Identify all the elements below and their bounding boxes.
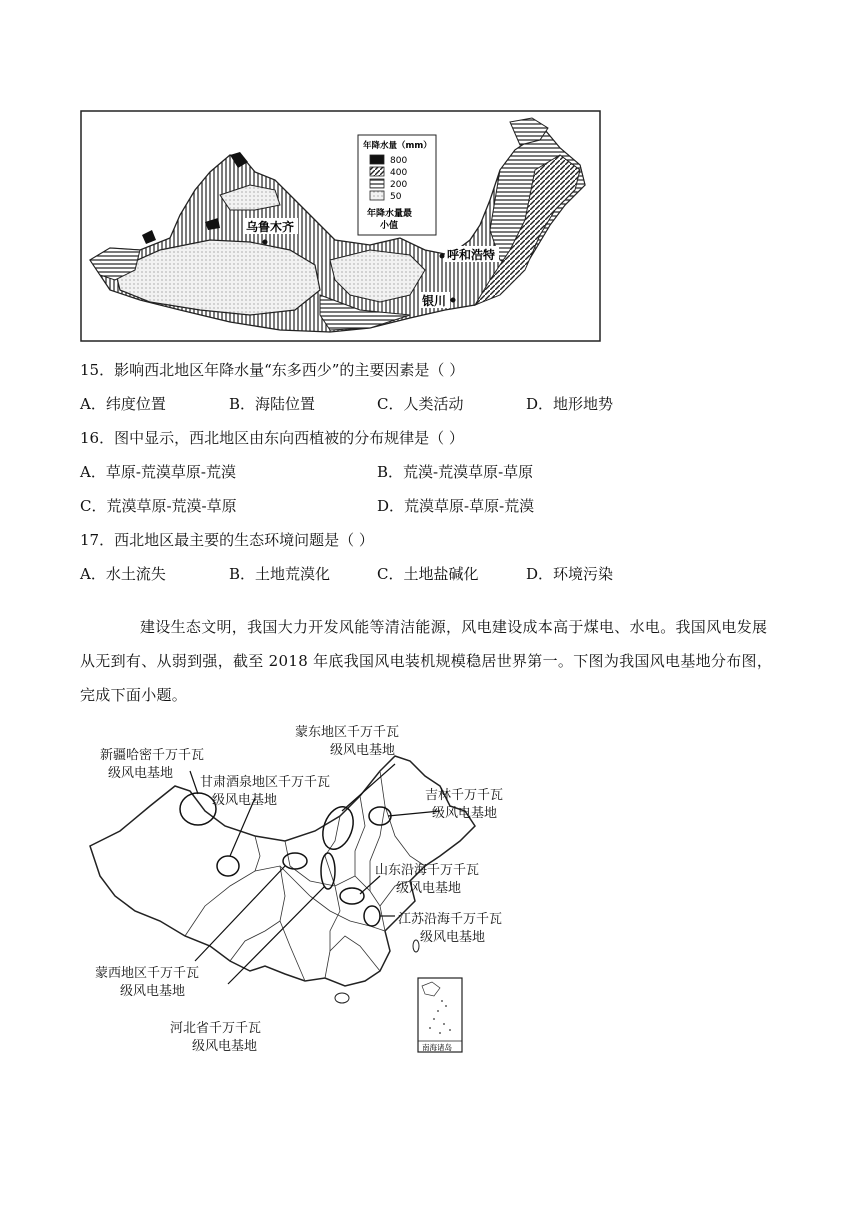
label-hebei-1: 河北省千万千瓦	[170, 1021, 262, 1036]
q15-option-c: C．人类活动	[377, 395, 464, 413]
label-mengxi-2: 级风电基地	[120, 984, 186, 999]
q16-option-d: D．荒漠草原-草原-荒漠	[377, 497, 535, 515]
q16-option-c: C．荒漠草原-荒漠-草原	[80, 497, 237, 515]
q15-option-d: D．地形地势	[526, 395, 614, 413]
label-jiangsu-2: 级风电基地	[420, 930, 486, 945]
q15-option-a: A．纬度位置	[80, 395, 166, 413]
q17-option-b: B．土地荒漠化	[229, 565, 331, 583]
question-16-stem: 16．图中显示，西北地区由东向西植被的分布规律是（ ）	[80, 429, 464, 447]
label-hebei-2: 级风电基地	[192, 1039, 258, 1054]
city-urumqi: 乌鲁木齐	[246, 220, 295, 234]
svg-text:200: 200	[390, 180, 408, 190]
svg-text:50: 50	[390, 192, 402, 202]
q17-option-a: A．水土流失	[80, 565, 166, 583]
label-mengdong-2: 级风电基地	[330, 743, 396, 758]
question-17-stem: 17．西北地区最主要的生态环境问题是（ ）	[80, 531, 374, 549]
q16-option-a: A．草原-荒漠草原-荒漠	[80, 463, 236, 481]
south-china-sea-inset	[418, 978, 462, 1052]
label-jilin-2: 级风电基地	[432, 806, 498, 821]
inset-label: 南海诸岛	[422, 1043, 452, 1052]
question-15-stem: 15．影响西北地区年降水量“东多西少”的主要因素是（ ）	[80, 361, 465, 379]
label-mengxi-1: 蒙西地区千万千瓦	[95, 966, 200, 981]
svg-text:800: 800	[390, 156, 408, 166]
q17-option-d: D．环境污染	[526, 565, 614, 583]
city-yinchuan: 银川	[422, 294, 447, 308]
passage-paragraph: 建设生态文明，我国大力开发风能等清洁能源，风电建设成本高于煤电、水电。我国风电发展从无到有、从弱到强，截至 2018 年底我国风电装机规模稳居世界第一。下图为我国风电基地分布图，完成下面小题。	[80, 618, 773, 704]
label-jiuquan-1: 甘肃酒泉地区千万千瓦	[200, 775, 331, 790]
wind-power-map	[80, 716, 540, 1061]
label-hami-2: 级风电基地	[108, 766, 174, 781]
q16-option-b: B．荒漠-荒漠草原-草原	[377, 463, 534, 481]
svg-text:年降水量（mm）: 年降水量（mm）	[363, 141, 432, 151]
precipitation-legend	[358, 135, 436, 235]
q17-option-c: C．土地盐碱化	[377, 565, 479, 583]
label-jilin-1: 吉林千万千瓦	[425, 788, 504, 803]
label-shandong-2: 级风电基地	[396, 881, 462, 896]
label-mengdong-1: 蒙东地区千万千瓦	[295, 725, 400, 740]
svg-text:小值: 小值	[380, 221, 399, 231]
label-hami-1: 新疆哈密千万千瓦	[100, 748, 205, 763]
precipitation-map	[80, 110, 601, 342]
label-jiangsu-1: 江苏沿海千万千瓦	[398, 912, 503, 927]
svg-text:年降水量最: 年降水量最	[367, 209, 413, 219]
svg-text:400: 400	[390, 168, 408, 178]
label-shandong-1: 山东沿海千万千瓦	[375, 863, 480, 878]
city-hohhot: 呼和浩特	[447, 248, 496, 262]
label-jiuquan-2: 级风电基地	[212, 793, 278, 808]
q15-option-b: B．海陆位置	[229, 395, 316, 413]
